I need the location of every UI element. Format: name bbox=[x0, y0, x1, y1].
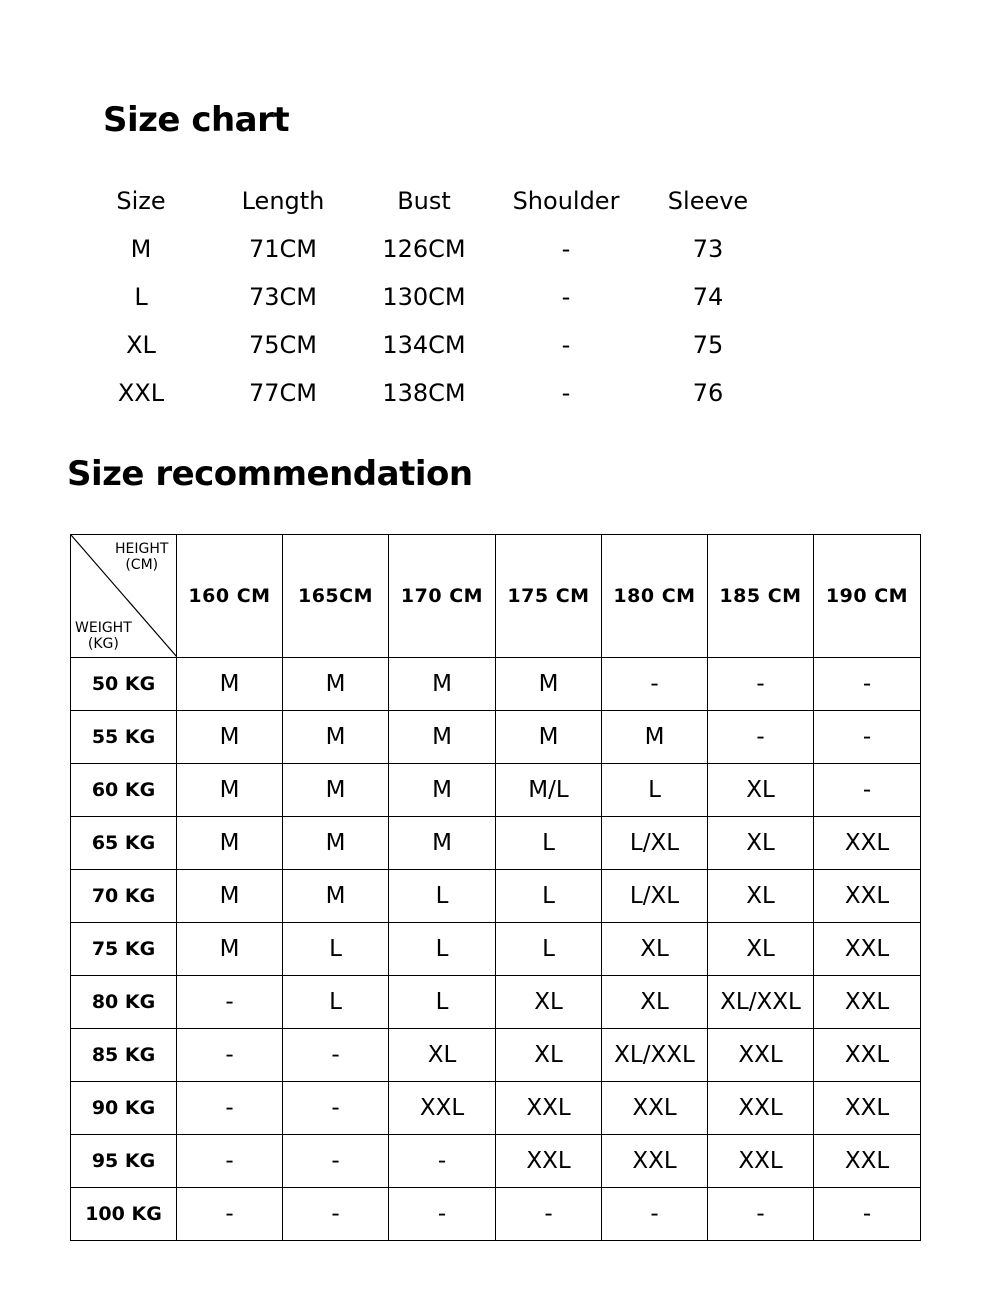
size-cell: L bbox=[496, 870, 602, 923]
table-row bbox=[71, 1188, 921, 1241]
size-recommendation-title: Size recommendation bbox=[67, 454, 473, 494]
size-chart-row bbox=[0, 229, 1000, 269]
size-cell: M/L bbox=[496, 764, 602, 817]
size-cell: M bbox=[283, 817, 389, 870]
size-cell: M bbox=[177, 764, 283, 817]
size-cell: XL bbox=[496, 1029, 602, 1082]
size-cell: XXL bbox=[496, 1135, 602, 1188]
size-cell: XXL bbox=[708, 1135, 814, 1188]
size-chart-row bbox=[0, 277, 1000, 317]
table-row bbox=[71, 817, 921, 870]
weight-header: 75 KG bbox=[71, 923, 177, 976]
size-cell: - bbox=[283, 1082, 389, 1135]
size-chart-cell: 77CM bbox=[248, 379, 317, 407]
size-chart-cell: - bbox=[561, 283, 571, 311]
size-chart-cell: 73CM bbox=[248, 283, 317, 311]
size-cell: XXL bbox=[496, 1082, 602, 1135]
table-header-row bbox=[71, 535, 921, 658]
size-chart-cell: 76 bbox=[692, 379, 724, 407]
size-cell: XXL bbox=[814, 1082, 921, 1135]
size-cell: M bbox=[283, 764, 389, 817]
size-cell: XXL bbox=[814, 923, 921, 976]
size-cell: XXL bbox=[814, 1029, 921, 1082]
size-cell: XXL bbox=[389, 1082, 496, 1135]
size-cell: L bbox=[283, 923, 389, 976]
size-cell: - bbox=[177, 1135, 283, 1188]
weight-unit-text: (KG) bbox=[87, 636, 119, 652]
size-cell: - bbox=[814, 658, 921, 711]
size-cell: - bbox=[283, 1188, 389, 1241]
size-cell: M bbox=[283, 711, 389, 764]
size-chart-cell: 75 bbox=[692, 331, 724, 359]
weight-header: 55 KG bbox=[71, 711, 177, 764]
weight-header: 50 KG bbox=[71, 658, 177, 711]
size-chart-cell: 74 bbox=[692, 283, 724, 311]
size-cell: XL/XXL bbox=[708, 976, 814, 1029]
size-chart-header: Bust bbox=[397, 187, 451, 215]
size-cell: M bbox=[177, 817, 283, 870]
size-cell: - bbox=[814, 711, 921, 764]
weight-header: 95 KG bbox=[71, 1135, 177, 1188]
size-chart-header: Size bbox=[116, 187, 166, 215]
weight-header: 60 KG bbox=[71, 764, 177, 817]
size-cell: - bbox=[814, 1188, 921, 1241]
weight-axis-label bbox=[75, 620, 132, 652]
size-cell: XXL bbox=[602, 1135, 708, 1188]
size-chart-cell: XL bbox=[126, 331, 156, 359]
size-cell: M bbox=[496, 658, 602, 711]
size-chart-cell: L bbox=[134, 283, 148, 311]
size-cell: XL bbox=[708, 817, 814, 870]
size-cell: - bbox=[602, 658, 708, 711]
size-cell: XL bbox=[708, 923, 814, 976]
weight-header: 70 KG bbox=[71, 870, 177, 923]
size-cell: M bbox=[283, 658, 389, 711]
size-recommendation-table bbox=[70, 534, 921, 1241]
height-header: 190 CM bbox=[814, 535, 921, 658]
table-row bbox=[71, 976, 921, 1029]
table-row bbox=[71, 658, 921, 711]
size-cell: M bbox=[177, 870, 283, 923]
size-cell: XL bbox=[389, 1029, 496, 1082]
size-chart-cell: 75CM bbox=[248, 331, 317, 359]
size-cell: - bbox=[708, 1188, 814, 1241]
size-cell: M bbox=[602, 711, 708, 764]
size-cell: - bbox=[177, 1029, 283, 1082]
size-chart-row bbox=[0, 373, 1000, 413]
size-chart-row bbox=[0, 325, 1000, 365]
weight-header: 80 KG bbox=[71, 976, 177, 1029]
size-chart-cell: M bbox=[130, 235, 152, 263]
size-cell: - bbox=[389, 1188, 496, 1241]
table-row bbox=[71, 1029, 921, 1082]
size-cell: - bbox=[283, 1029, 389, 1082]
size-cell: XXL bbox=[708, 1029, 814, 1082]
size-chart-cell: 138CM bbox=[382, 379, 466, 407]
table-row bbox=[71, 870, 921, 923]
size-cell: XL/XXL bbox=[602, 1029, 708, 1082]
size-chart-cell: 130CM bbox=[382, 283, 466, 311]
size-cell: - bbox=[708, 711, 814, 764]
weight-label-text: WEIGHT bbox=[75, 620, 132, 636]
size-cell: L/XL bbox=[602, 817, 708, 870]
size-cell: - bbox=[814, 764, 921, 817]
size-cell: L bbox=[389, 923, 496, 976]
size-chart-header: Shoulder bbox=[512, 187, 620, 215]
size-cell: M bbox=[389, 817, 496, 870]
table-row bbox=[71, 1135, 921, 1188]
size-cell: L bbox=[389, 870, 496, 923]
height-header: 185 CM bbox=[708, 535, 814, 658]
size-cell: L bbox=[496, 923, 602, 976]
size-cell: XXL bbox=[814, 1135, 921, 1188]
size-cell: - bbox=[389, 1135, 496, 1188]
height-header: 175 CM bbox=[496, 535, 602, 658]
table-row bbox=[71, 764, 921, 817]
weight-header: 100 KG bbox=[71, 1188, 177, 1241]
size-cell: XL bbox=[496, 976, 602, 1029]
size-cell: - bbox=[708, 658, 814, 711]
size-cell: L bbox=[389, 976, 496, 1029]
size-chart-title: Size chart bbox=[103, 100, 290, 140]
size-cell: M bbox=[177, 923, 283, 976]
size-chart-cell: 126CM bbox=[382, 235, 466, 263]
table-row bbox=[71, 711, 921, 764]
size-cell: L bbox=[283, 976, 389, 1029]
size-cell: L bbox=[602, 764, 708, 817]
size-cell: XL bbox=[708, 870, 814, 923]
size-cell: - bbox=[496, 1188, 602, 1241]
weight-header: 85 KG bbox=[71, 1029, 177, 1082]
size-cell: M bbox=[389, 711, 496, 764]
size-cell: M bbox=[496, 711, 602, 764]
size-chart-cell: 71CM bbox=[248, 235, 317, 263]
corner-header-cell bbox=[71, 535, 177, 658]
size-chart-cell: - bbox=[561, 235, 571, 263]
height-header: 160 CM bbox=[177, 535, 283, 658]
size-cell: XL bbox=[708, 764, 814, 817]
size-cell: L/XL bbox=[602, 870, 708, 923]
table-row bbox=[71, 923, 921, 976]
size-cell: M bbox=[283, 870, 389, 923]
size-cell: - bbox=[283, 1135, 389, 1188]
size-cell: XXL bbox=[814, 976, 921, 1029]
size-cell: - bbox=[602, 1188, 708, 1241]
size-cell: M bbox=[389, 764, 496, 817]
height-axis-label bbox=[115, 541, 168, 573]
table-row bbox=[71, 1082, 921, 1135]
height-header: 180 CM bbox=[602, 535, 708, 658]
size-cell: XXL bbox=[708, 1082, 814, 1135]
size-cell: XXL bbox=[602, 1082, 708, 1135]
size-chart-header: Length bbox=[241, 187, 325, 215]
size-chart-cell: XXL bbox=[117, 379, 165, 407]
size-cell: M bbox=[389, 658, 496, 711]
size-chart-cell: - bbox=[561, 379, 571, 407]
size-cell: - bbox=[177, 1082, 283, 1135]
weight-header: 65 KG bbox=[71, 817, 177, 870]
size-cell: - bbox=[177, 1188, 283, 1241]
height-label-text: HEIGHT bbox=[115, 541, 169, 557]
height-header: 165CM bbox=[283, 535, 389, 658]
size-cell: XL bbox=[602, 976, 708, 1029]
size-cell: XXL bbox=[814, 817, 921, 870]
size-cell: XXL bbox=[814, 870, 921, 923]
size-chart-header-row bbox=[0, 181, 1000, 221]
size-cell: M bbox=[177, 658, 283, 711]
size-cell: - bbox=[177, 976, 283, 1029]
weight-header: 90 KG bbox=[71, 1082, 177, 1135]
size-cell: L bbox=[496, 817, 602, 870]
height-header: 170 CM bbox=[389, 535, 496, 658]
size-chart-cell: 134CM bbox=[382, 331, 466, 359]
size-chart-cell: - bbox=[561, 331, 571, 359]
size-cell: XL bbox=[602, 923, 708, 976]
size-cell: M bbox=[177, 711, 283, 764]
size-chart-cell: 73 bbox=[692, 235, 724, 263]
size-chart-header: Sleeve bbox=[667, 187, 749, 215]
height-unit-text: (CM) bbox=[125, 557, 159, 573]
